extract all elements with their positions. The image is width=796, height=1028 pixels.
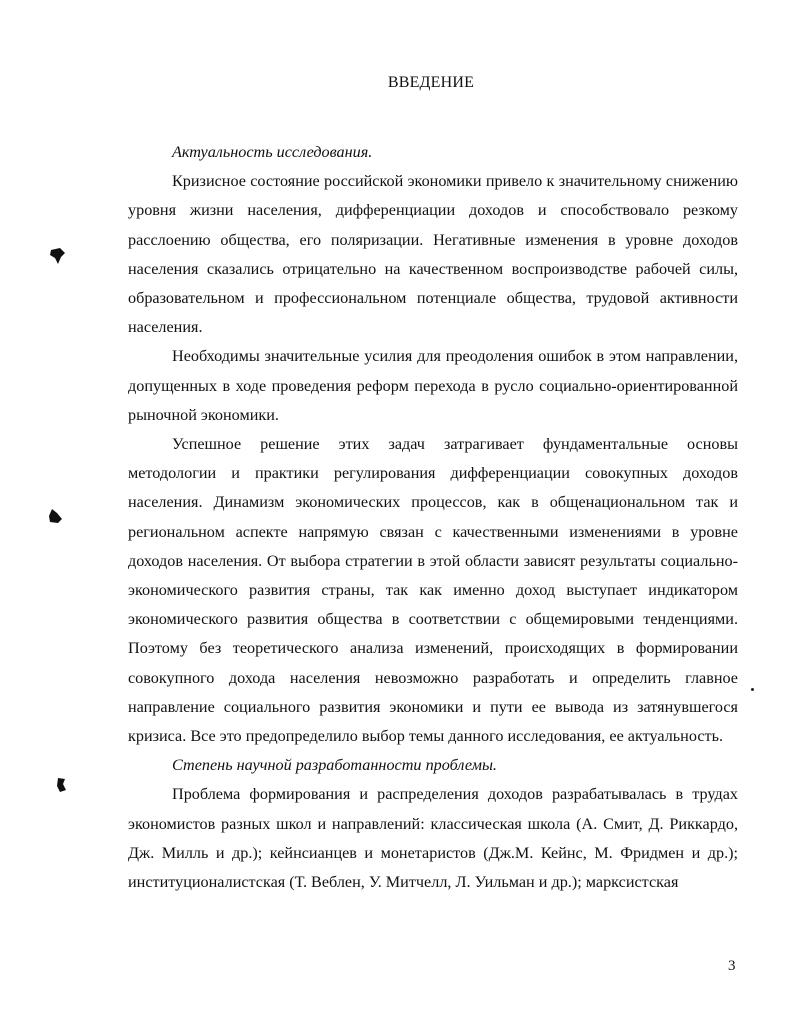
scan-artifact-mark xyxy=(46,507,66,527)
page-number: 3 xyxy=(728,958,736,974)
body-text xyxy=(128,138,738,897)
paragraph: Кризисное состояние российской экономики привело к значительному снижению уровня жизни населения, дифференциации доходов и способствовало резкому расслоению общества, его поляризации. Негативные изменения в уровне доходов населения сказались отрицательно на качественном воспроизводстве рабочей силы, образовательном и профессиональном потенциале общества, трудовой активности населения. xyxy=(128,172,738,337)
paragraph: Необходимы значительные усилия для преодоления ошибок в этом направлении, допущенных в ходе проведения реформ перехода в русло социально-ориентированной рыночной экономики. xyxy=(128,347,738,424)
page-title: ВВЕДЕНИЕ xyxy=(387,74,475,91)
section-heading-relevance: Актуальность исследования. xyxy=(172,143,373,161)
paragraph: Успешное решение этих задач затрагивает фундаментальные основы методологии и практики регулирования дифференциации совокупных доходов населения. Динамизм экономических процессов, как в общенациональном так и региональном аспекте напрямую связан с качественными изменениями в уровне доходов населения. От выбора стратегии в этой области зависят результаты социально-экономического развития страны, так как именно доход выступает индикатором экономического развития общества в соответствии с общемировыми тенденциями. Поэтому без теоретического анализа изменений, происходящих в формировании совокупного дохода населения невозможно разработать и определить главное направление социального развития экономики и пути ее вывода из затянувшегося кризиса. Все это предопределило выбор темы данного исследования, ее актуальность. xyxy=(128,435,738,746)
paragraph: Проблема формирования и распределения доходов разрабатывалась в трудах экономистов разных школ и направлений: классическая школа (А. Смит, Д. Риккардо, Дж. Милль и др.); кейнсианцев и монетаристов (Дж.М. Кейнс, М. Фридмен и др.); институционалистская (Т. Веблен, У. Митчелл, Л. Уильман и др.); марксистская xyxy=(128,785,738,892)
scan-artifact-mark xyxy=(48,246,68,266)
scan-artifact-dot xyxy=(751,688,754,691)
scan-artifact-mark xyxy=(54,775,74,795)
section-heading-research-degree: Степень научной разработанности проблемы. xyxy=(172,756,497,775)
